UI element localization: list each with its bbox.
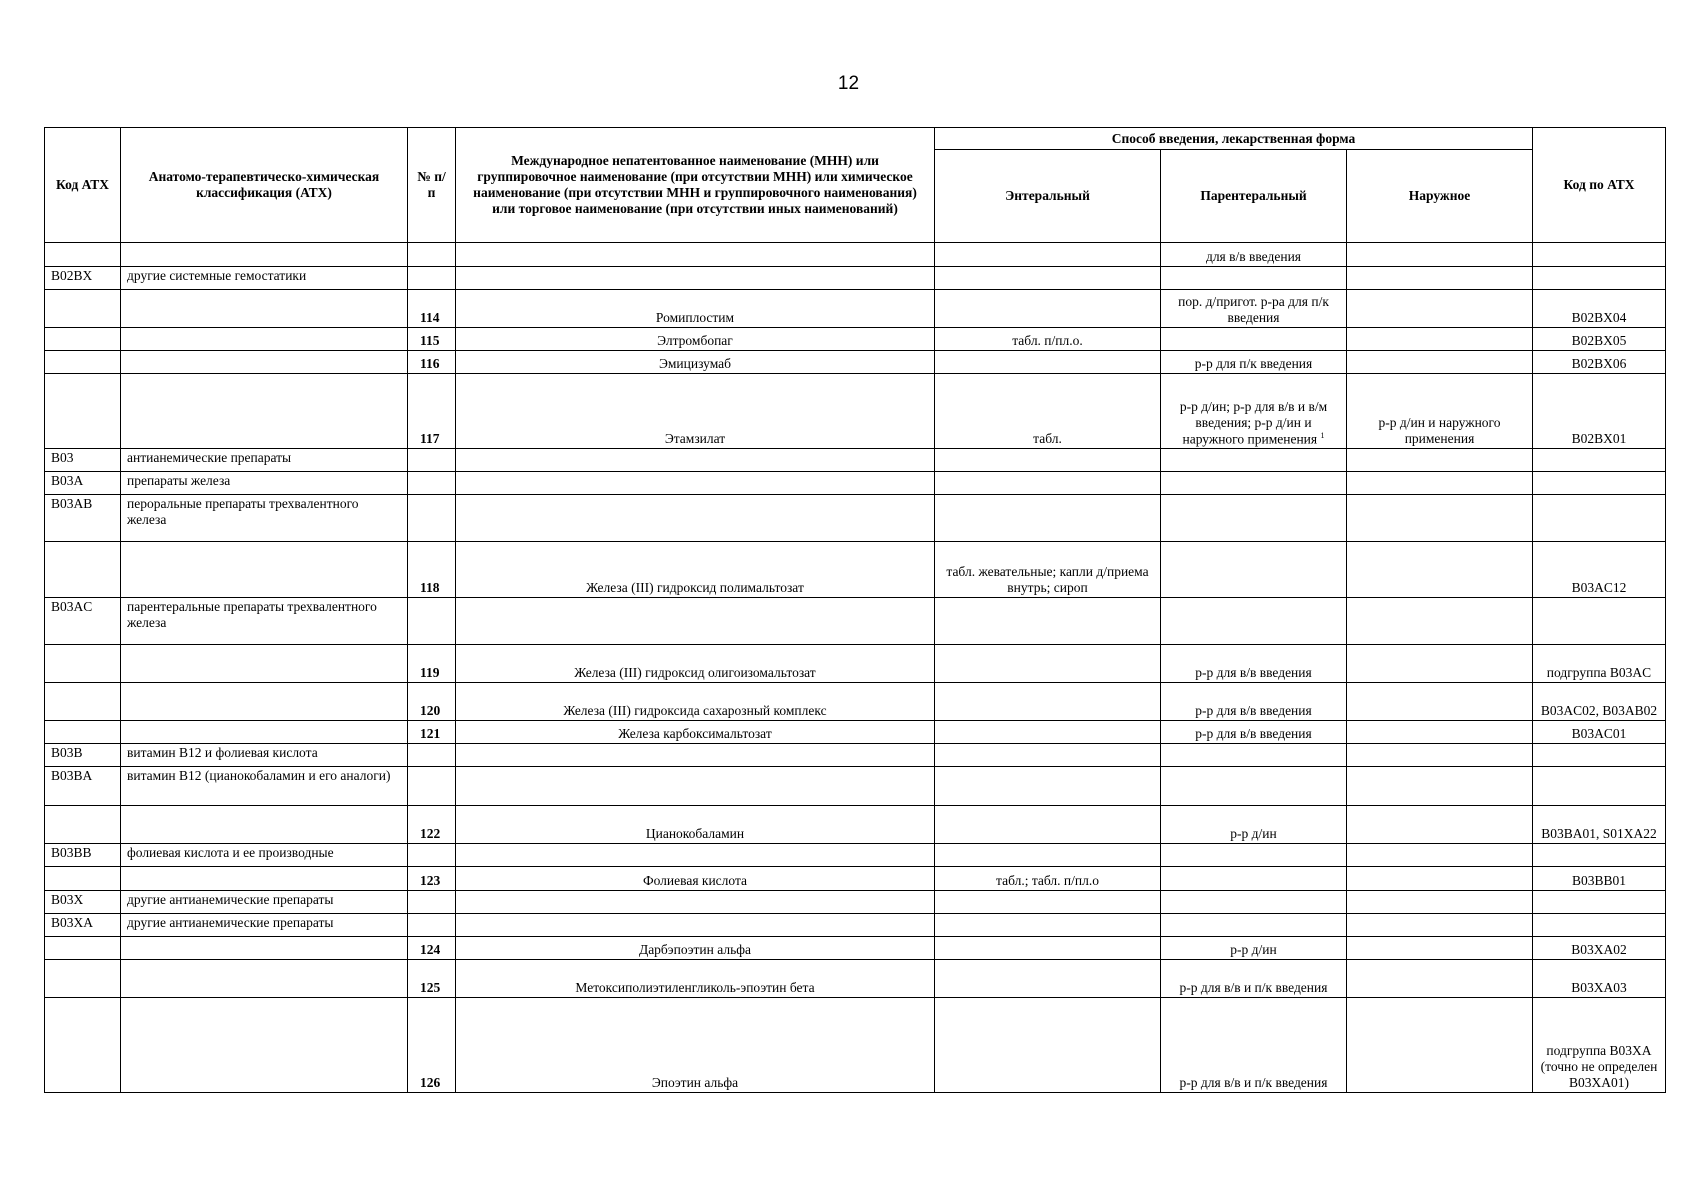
parenteral-form-cell: р-р для в/в введения <box>1161 683 1347 721</box>
parenteral-form-cell <box>1161 328 1347 351</box>
enteral-form-cell <box>935 744 1161 767</box>
number-cell: 119 <box>408 645 456 683</box>
atc-ref-cell: B02BX04 <box>1533 290 1666 328</box>
atc-code-cell: B03 <box>45 449 121 472</box>
enteral-form-cell <box>935 598 1161 645</box>
atc-code-cell: B02BX <box>45 267 121 290</box>
drug-name-cell: Эпоэтин альфа <box>456 998 935 1093</box>
parenteral-form-cell: для в/в введения <box>1161 243 1347 267</box>
enteral-form-cell <box>935 267 1161 290</box>
atc-ref-cell: B03AC02, B03AB02 <box>1533 683 1666 721</box>
atc-ref-cell: B03BA01, S01XA22 <box>1533 806 1666 844</box>
classification-cell <box>121 542 408 598</box>
atc-ref-cell <box>1533 449 1666 472</box>
table-row <box>45 960 1666 998</box>
number-cell: 118 <box>408 542 456 598</box>
enteral-form-cell <box>935 960 1161 998</box>
atc-ref-cell: подгруппа B03AC <box>1533 645 1666 683</box>
atc-code-cell <box>45 374 121 449</box>
drug-name-cell <box>456 767 935 806</box>
parenteral-form-cell <box>1161 844 1347 867</box>
table-row <box>45 374 1666 449</box>
header-external: Наружное <box>1347 150 1533 243</box>
drug-name-cell <box>456 598 935 645</box>
atc-ref-cell: B03BB01 <box>1533 867 1666 891</box>
enteral-form-cell <box>935 495 1161 542</box>
table-row <box>45 645 1666 683</box>
classification-cell <box>121 960 408 998</box>
parenteral-form-cell: р-р для п/к введения <box>1161 351 1347 374</box>
table-row <box>45 495 1666 542</box>
atc-ref-cell <box>1533 267 1666 290</box>
table-row <box>45 806 1666 844</box>
external-form-cell <box>1347 960 1533 998</box>
atc-ref-cell <box>1533 844 1666 867</box>
external-form-cell <box>1347 328 1533 351</box>
parenteral-form-cell: р-р для в/в и п/к введения <box>1161 998 1347 1093</box>
classification-cell <box>121 721 408 744</box>
number-cell: 117 <box>408 374 456 449</box>
number-cell <box>408 472 456 495</box>
parenteral-form-cell: р-р для в/в и п/к введения <box>1161 960 1347 998</box>
number-cell <box>408 449 456 472</box>
drug-name-cell: Ромиплостим <box>456 290 935 328</box>
external-form-cell <box>1347 914 1533 937</box>
number-cell: 121 <box>408 721 456 744</box>
parenteral-form-cell: р-р д/ин; р-р для в/в и в/м введения; р-р д/ин и наружного применения $^1$ <box>1161 374 1347 449</box>
classification-cell <box>121 937 408 960</box>
number-cell: 125 <box>408 960 456 998</box>
enteral-form-cell <box>935 937 1161 960</box>
drug-name-cell <box>456 744 935 767</box>
atc-ref-cell: B03XA03 <box>1533 960 1666 998</box>
atc-code-cell <box>45 290 121 328</box>
enteral-form-cell <box>935 472 1161 495</box>
header-atc-ref: Код по АТХ <box>1533 128 1666 243</box>
number-cell <box>408 267 456 290</box>
enteral-form-cell: табл. жевательные; капли д/приема внутрь; сироп <box>935 542 1161 598</box>
external-form-cell <box>1347 542 1533 598</box>
external-form-cell <box>1347 998 1533 1093</box>
atc-ref-cell <box>1533 495 1666 542</box>
table-row <box>45 449 1666 472</box>
atc-ref-cell: B02BX01 <box>1533 374 1666 449</box>
external-form-cell <box>1347 867 1533 891</box>
classification-cell <box>121 645 408 683</box>
external-form-cell <box>1347 683 1533 721</box>
atc-ref-cell: B03AC12 <box>1533 542 1666 598</box>
classification-cell: антианемические препараты <box>121 449 408 472</box>
drug-name-cell: Железа (III) гидроксида сахарозный комплекс <box>456 683 935 721</box>
number-cell <box>408 598 456 645</box>
classification-cell <box>121 683 408 721</box>
enteral-form-cell <box>935 683 1161 721</box>
table-row <box>45 351 1666 374</box>
page-number: 12 <box>837 73 860 94</box>
table-row <box>45 767 1666 806</box>
enteral-form-cell <box>935 351 1161 374</box>
atc-ref-cell: B03AC01 <box>1533 721 1666 744</box>
drug-name-cell: Цианокобаламин <box>456 806 935 844</box>
number-cell: 115 <box>408 328 456 351</box>
table-row <box>45 844 1666 867</box>
parenteral-form-cell <box>1161 598 1347 645</box>
external-form-cell <box>1347 472 1533 495</box>
classification-cell: другие антианемические препараты <box>121 914 408 937</box>
enteral-form-cell <box>935 806 1161 844</box>
enteral-form-cell <box>935 645 1161 683</box>
atc-ref-cell <box>1533 744 1666 767</box>
atc-code-cell <box>45 243 121 267</box>
atc-code-cell <box>45 645 121 683</box>
table-row <box>45 683 1666 721</box>
drug-name-cell <box>456 243 935 267</box>
number-cell: 124 <box>408 937 456 960</box>
atc-code-cell <box>45 867 121 891</box>
classification-cell: препараты железа <box>121 472 408 495</box>
enteral-form-cell <box>935 721 1161 744</box>
header-classification: Анатомо-терапевтическо-химическая классификация (АТХ) <box>121 128 408 243</box>
external-form-cell <box>1347 243 1533 267</box>
atc-ref-cell <box>1533 598 1666 645</box>
number-cell <box>408 495 456 542</box>
atc-code-cell <box>45 328 121 351</box>
enteral-form-cell <box>935 914 1161 937</box>
classification-cell <box>121 351 408 374</box>
drug-name-cell <box>456 495 935 542</box>
atc-code-cell: B03XA <box>45 914 121 937</box>
external-form-cell <box>1347 449 1533 472</box>
atc-code-cell <box>45 542 121 598</box>
drug-name-cell <box>456 449 935 472</box>
enteral-form-cell <box>935 449 1161 472</box>
header-route-group: Способ введения, лекарственная форма <box>935 128 1533 150</box>
atc-code-cell: B03B <box>45 744 121 767</box>
table-row <box>45 998 1666 1093</box>
atc-ref-cell <box>1533 914 1666 937</box>
atc-code-cell: B03AC <box>45 598 121 645</box>
table-row <box>45 867 1666 891</box>
drug-name-cell <box>456 891 935 914</box>
external-form-cell <box>1347 806 1533 844</box>
number-cell: 120 <box>408 683 456 721</box>
drug-name-cell: Железа карбоксимальтозат <box>456 721 935 744</box>
table-row <box>45 721 1666 744</box>
number-cell <box>408 767 456 806</box>
external-form-cell <box>1347 495 1533 542</box>
number-cell <box>408 891 456 914</box>
parenteral-form-cell <box>1161 744 1347 767</box>
atc-ref-cell: подгруппа B03XA (точно не определен B03XA01) <box>1533 998 1666 1093</box>
table-row <box>45 472 1666 495</box>
header-enteral: Энтеральный <box>935 150 1161 243</box>
enteral-form-cell: табл. п/пл.о. <box>935 328 1161 351</box>
classification-cell: другие антианемические препараты <box>121 891 408 914</box>
header-number: № п/п <box>408 128 456 243</box>
atc-code-cell <box>45 351 121 374</box>
number-cell <box>408 914 456 937</box>
drug-name-cell: Дарбэпоэтин альфа <box>456 937 935 960</box>
parenteral-form-cell: р-р для в/в введения <box>1161 645 1347 683</box>
classification-cell: пероральные препараты трехвалентного железа <box>121 495 408 542</box>
header-parenteral: Парентеральный <box>1161 150 1347 243</box>
drug-name-cell: Железа (III) гидроксид олигоизомальтозат <box>456 645 935 683</box>
parenteral-form-cell <box>1161 449 1347 472</box>
table-row <box>45 243 1666 267</box>
atc-ref-cell <box>1533 891 1666 914</box>
parenteral-form-cell <box>1161 914 1347 937</box>
parenteral-form-cell <box>1161 867 1347 891</box>
atc-code-cell <box>45 937 121 960</box>
external-form-cell <box>1347 598 1533 645</box>
enteral-form-cell: табл.; табл. п/пл.о <box>935 867 1161 891</box>
external-form-cell <box>1347 721 1533 744</box>
table-body <box>45 243 1666 1093</box>
atc-ref-cell <box>1533 472 1666 495</box>
drug-list-table <box>44 127 1666 1093</box>
classification-cell: другие системные гемостатики <box>121 267 408 290</box>
table-row <box>45 914 1666 937</box>
atc-ref-cell: B02BX05 <box>1533 328 1666 351</box>
drug-name-cell <box>456 844 935 867</box>
classification-cell <box>121 328 408 351</box>
drug-name-cell: Элтромбопаг <box>456 328 935 351</box>
number-cell: 126 <box>408 998 456 1093</box>
atc-code-cell <box>45 806 121 844</box>
number-cell: 116 <box>408 351 456 374</box>
external-form-cell <box>1347 267 1533 290</box>
atc-code-cell: B03AB <box>45 495 121 542</box>
parenteral-form-cell <box>1161 495 1347 542</box>
classification-cell <box>121 290 408 328</box>
table-row <box>45 744 1666 767</box>
parenteral-form-cell: р-р д/ин <box>1161 937 1347 960</box>
parenteral-form-cell <box>1161 542 1347 598</box>
atc-code-cell: B03BB <box>45 844 121 867</box>
number-cell: 123 <box>408 867 456 891</box>
drug-name-cell: Железа (III) гидроксид полимальтозат <box>456 542 935 598</box>
drug-name-cell <box>456 472 935 495</box>
classification-cell <box>121 243 408 267</box>
classification-cell <box>121 374 408 449</box>
external-form-cell <box>1347 844 1533 867</box>
enteral-form-cell <box>935 998 1161 1093</box>
parenteral-form-cell: р-р для в/в введения <box>1161 721 1347 744</box>
parenteral-form-cell <box>1161 267 1347 290</box>
atc-code-cell: B03BA <box>45 767 121 806</box>
atc-code-cell: B03A <box>45 472 121 495</box>
enteral-form-cell <box>935 844 1161 867</box>
external-form-cell <box>1347 744 1533 767</box>
enteral-form-cell <box>935 767 1161 806</box>
drug-name-cell: Фолиевая кислота <box>456 867 935 891</box>
enteral-form-cell <box>935 891 1161 914</box>
atc-ref-cell <box>1533 767 1666 806</box>
number-cell <box>408 243 456 267</box>
drug-name-cell: Этамзилат <box>456 374 935 449</box>
parenteral-form-cell <box>1161 767 1347 806</box>
number-cell <box>408 844 456 867</box>
classification-cell: фолиевая кислота и ее производные <box>121 844 408 867</box>
classification-cell: витамин B12 (цианокобаламин и его аналоги) <box>121 767 408 806</box>
parenteral-form-cell <box>1161 891 1347 914</box>
external-form-cell: р-р д/ин и наружного применения <box>1347 374 1533 449</box>
classification-cell <box>121 867 408 891</box>
drug-name-cell: Эмицизумаб <box>456 351 935 374</box>
atc-code-cell <box>45 721 121 744</box>
enteral-form-cell <box>935 243 1161 267</box>
enteral-form-cell <box>935 290 1161 328</box>
table-row <box>45 937 1666 960</box>
number-cell <box>408 744 456 767</box>
footnote-marker: 1 <box>1320 430 1325 440</box>
external-form-cell <box>1347 290 1533 328</box>
atc-code-cell <box>45 998 121 1093</box>
external-form-cell <box>1347 767 1533 806</box>
drug-name-cell <box>456 914 935 937</box>
atc-ref-cell: B03XA02 <box>1533 937 1666 960</box>
parenteral-form-cell: р-р д/ин <box>1161 806 1347 844</box>
external-form-cell <box>1347 891 1533 914</box>
external-form-cell <box>1347 645 1533 683</box>
atc-ref-cell: B02BX06 <box>1533 351 1666 374</box>
table-row <box>45 598 1666 645</box>
enteral-form-cell: табл. <box>935 374 1161 449</box>
atc-ref-cell <box>1533 243 1666 267</box>
header-atc-code: Код АТХ <box>45 128 121 243</box>
classification-cell: витамин B12 и фолиевая кислота <box>121 744 408 767</box>
header-name: Международное непатентованное наименование (МНН) или группировочное наименование (при отсутствии МНН) или химическое наименование (при отсутствии МНН и группировочного наименования) или торговое наименование (при отсутствии иных наименований) <box>456 128 935 243</box>
parenteral-form-cell <box>1161 472 1347 495</box>
table-row <box>45 328 1666 351</box>
drug-name-cell <box>456 267 935 290</box>
atc-code-cell <box>45 683 121 721</box>
classification-cell <box>121 998 408 1093</box>
number-cell: 122 <box>408 806 456 844</box>
external-form-cell <box>1347 937 1533 960</box>
classification-cell <box>121 806 408 844</box>
atc-code-cell: B03X <box>45 891 121 914</box>
table-row <box>45 542 1666 598</box>
drug-name-cell: Метоксиполиэтиленгликоль-эпоэтин бета <box>456 960 935 998</box>
table-row <box>45 290 1666 328</box>
parenteral-form-cell: пор. д/пригот. р-ра для п/к введения <box>1161 290 1347 328</box>
atc-code-cell <box>45 960 121 998</box>
number-cell: 114 <box>408 290 456 328</box>
external-form-cell <box>1347 351 1533 374</box>
classification-cell: парентеральные препараты трехвалентного железа <box>121 598 408 645</box>
table-row <box>45 267 1666 290</box>
table-row <box>45 891 1666 914</box>
